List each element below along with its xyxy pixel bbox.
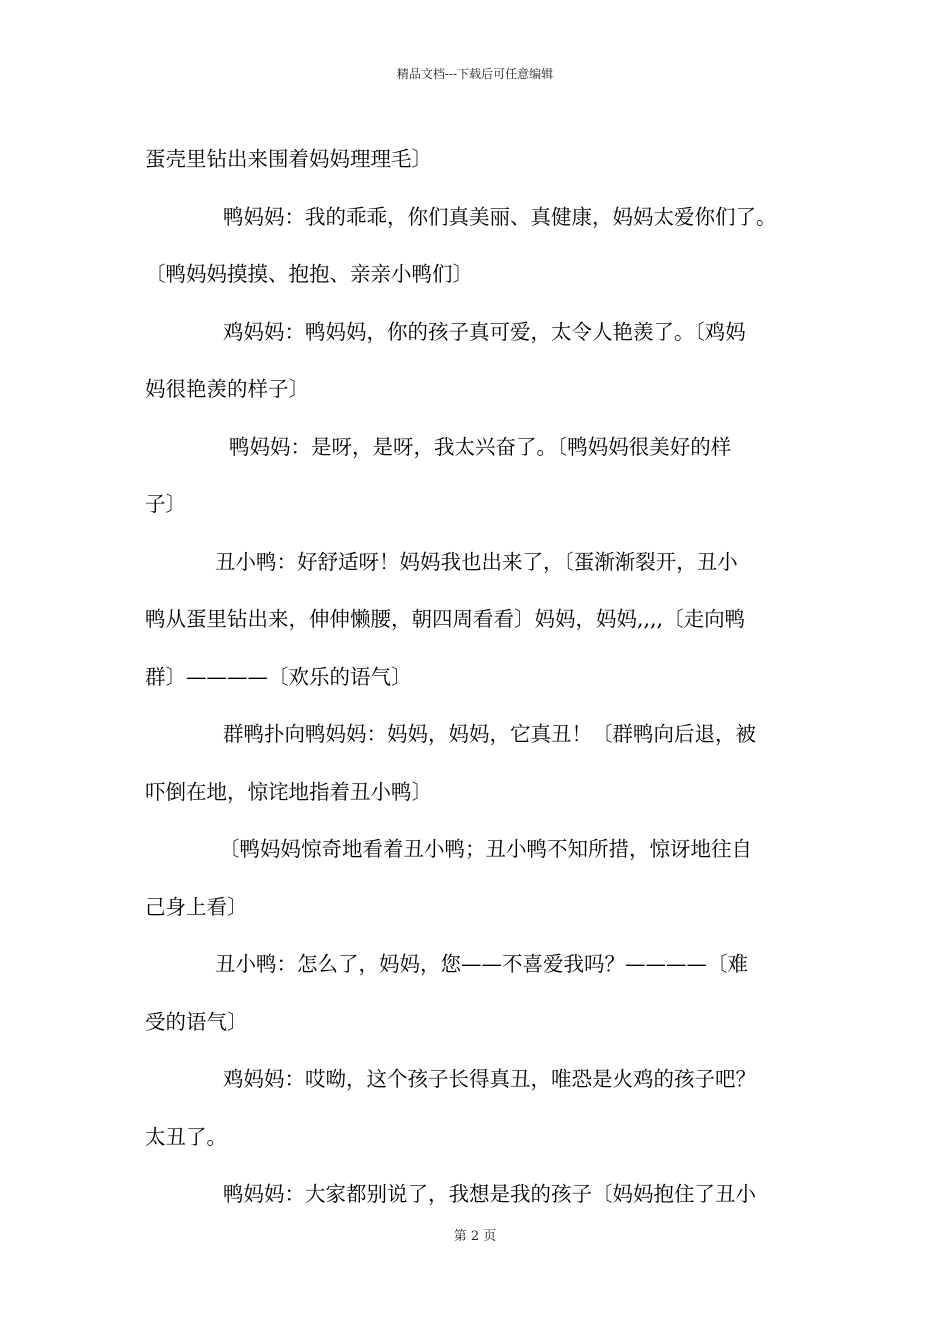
text-line: 群〕————〔欢乐的语气〕 [145, 664, 412, 689]
text-line: 〔鸭妈妈摸摸、抱抱、亲亲小鸭们〕 [145, 262, 473, 286]
text-line: 鸭妈妈：大家都别说了，我想是我的孩子〔妈妈抱住了丑小 [223, 1182, 756, 1206]
text-line: 己身上看〕 [145, 894, 248, 919]
text-line: 子〕 [145, 492, 186, 516]
text-line: 受的语气〕 [145, 1009, 248, 1034]
text-line: 鸭妈妈：我的乖乖，你们真美丽、真健康，妈妈太爱你们了。 [223, 204, 777, 229]
text-line: 鸡妈妈：哎呦，这个孩子长得真丑，唯恐是火鸡的孩子吧？ [223, 1067, 756, 1091]
text-line: 蛋壳里钻出来围着妈妈理理毛〕 [145, 147, 432, 171]
text-line: 吓倒在地，惊诧地指着丑小鸭〕 [145, 779, 432, 804]
text-line: 妈很艳羡的样子〕 [145, 377, 309, 401]
text-line: 丑小鸭：怎么了，妈妈，您——不喜爱我吗？————〔难 [215, 952, 748, 976]
document-body [145, 131, 825, 1224]
page-header: 精品文档---下载后可任意编辑 [396, 67, 554, 81]
text-line: 鸡妈妈：鸭妈妈，你的孩子真可爱，太令人艳羡了。〔鸡妈 [223, 319, 746, 344]
text-line: 鸭妈妈：是呀，是呀，我太兴奋了。〔鸭妈妈很美好的样 [229, 434, 732, 459]
text-line: 鸭从蛋里钻出来，伸伸懒腰，朝四周看看〕妈妈，妈妈,,,,〔走向鸭 [145, 607, 746, 631]
text-line: 太丑了。 [145, 1124, 227, 1149]
text-line: 群鸭扑向鸭妈妈：妈妈，妈妈，它真丑！〔群鸭向后退，被 [223, 722, 756, 746]
text-line: 〔鸭妈妈惊奇地看着丑小鸭；丑小鸭不知所措，惊讶地往自 [219, 837, 752, 861]
page-number: 第 2 页 [453, 1229, 497, 1244]
text-line: 丑小鸭：好舒适呀！妈妈我也出来了，〔蛋渐渐裂开，丑小 [215, 549, 738, 574]
